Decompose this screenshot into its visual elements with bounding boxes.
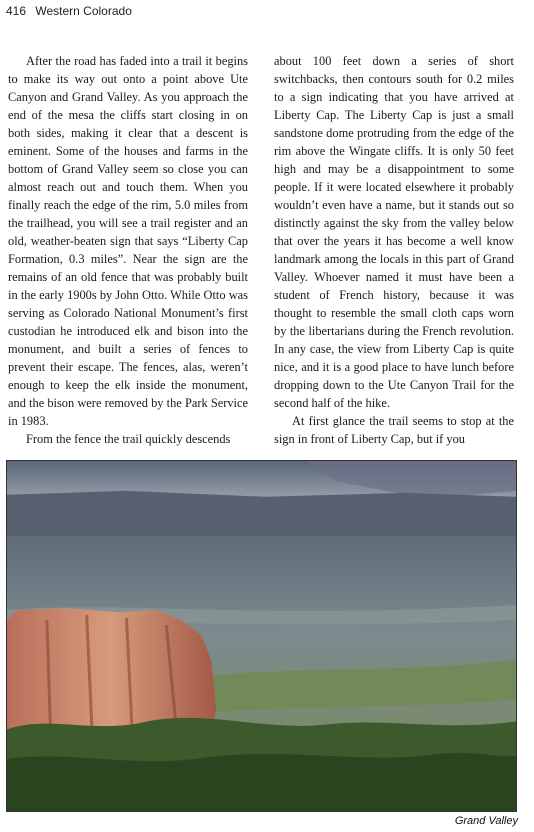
paragraph: After the road has faded into a trail it begins to make its way out onto a point above Ute Canyon and Grand Valley. As you approach the end of the mesa the cliffs start closing in on both sides, making it clear that a descent is eminent. Some of the houses and farms in the bottom of Grand Valley seem so close you can almost reach out and touch them. When you finally reach the edge of the rim, 5.0 miles from the trailhead, you will see a trail register and an old, weather-beaten sign that says “Liberty Cap Formation, 0.3 miles”. Near the sign are the remains of an old fence that was probably built in the early 1900s by John Otto. While Otto was serving as Colorado National Monument’s first custodian he introduced elk and bison into the monument, and built a series of fences to prevent their escape. The fences, alas, weren’t enough to keep the elk inside the monument, and the bison were removed by the Park Service in 1983. xyxy=(8,54,248,428)
paragraph: From the fence the trail quickly descends xyxy=(26,432,231,446)
page-number: 416 xyxy=(6,4,27,18)
right-column xyxy=(274,52,514,448)
paragraph: At first glance the trail seems to stop at the sign in front of Liberty Cap, but if you xyxy=(274,414,514,446)
left-column xyxy=(8,52,248,448)
running-header xyxy=(6,4,132,18)
distant-bookcliffs xyxy=(7,491,516,541)
dark-shrubs xyxy=(7,753,516,811)
landscape-illustration xyxy=(7,461,516,811)
grand-valley-photo xyxy=(6,460,517,812)
section-title: Western Colorado xyxy=(35,4,132,18)
paragraph: about 100 feet down a series of short switchbacks, then contours south for 0.2 miles to a sign indicating that you have arrived at Liberty Cap. The Liberty Cap is just a small sandstone dome protruding from the edge of the rim above the Wingate cliffs. It is only 50 feet high and may be a disappointment to some people. If it were located elsewhere it probably wouldn’t even have a name, but it stands out so distinctly against the sky from the valley below that over the years it has become a well know landmark among the locals in this part of Grand Valley. Whoever named it must have been a student of French history, because it was thought to resemble the small cloth caps worn by the libertarians during the French revolution. In any case, the view from Liberty Cap is quite nice, and it is a good place to have lunch before dropping down to the Ute Canyon Trail for the second half of the hike. xyxy=(274,54,514,410)
photo-caption: Grand Valley xyxy=(454,815,518,827)
